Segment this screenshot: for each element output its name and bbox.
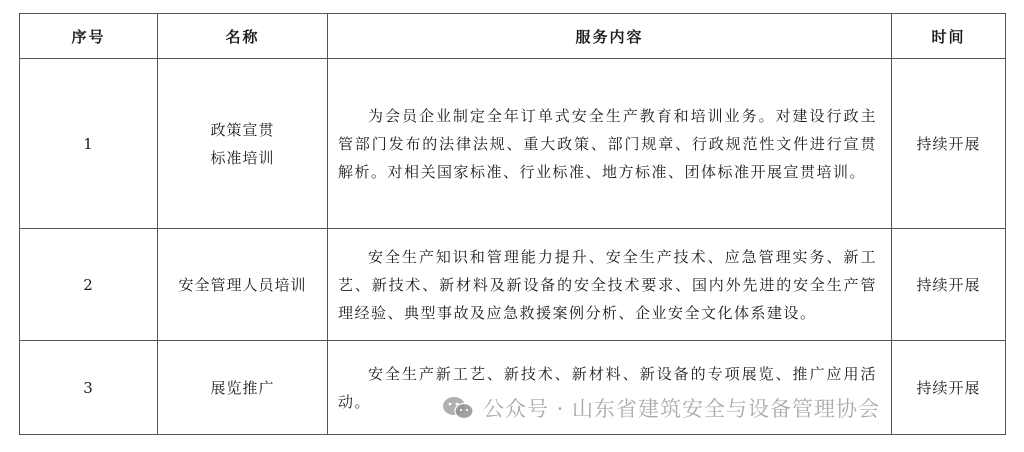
row-content-text: 安全生产新工艺、新技术、新材料、新设备的专项展览、推广应用活动。 <box>338 364 877 411</box>
row-name-line: 标准培训 <box>210 148 275 167</box>
row-content <box>328 59 892 229</box>
header-content: 服务内容 <box>328 14 892 59</box>
header-no: 序号 <box>20 14 158 59</box>
row-number: 1 <box>20 59 158 229</box>
row-time: 持续开展 <box>892 229 1006 341</box>
service-table <box>19 13 1006 435</box>
table-row <box>20 229 1006 341</box>
table-header-row <box>20 14 1006 59</box>
row-name-line: 安全管理人员培训 <box>178 275 307 294</box>
watermark <box>441 393 880 423</box>
row-name <box>158 59 328 229</box>
row-name <box>158 341 328 435</box>
row-name <box>158 229 328 341</box>
table-row <box>20 59 1006 229</box>
row-content <box>328 229 892 341</box>
row-number: 2 <box>20 229 158 341</box>
row-name-line: 展览推广 <box>210 378 275 397</box>
row-content-text: 为会员企业制定全年订单式安全生产教育和培训业务。对建设行政主管部门发布的法律法规、重大政策、部门规章、行政规范性文件进行宣贯解析。对相关国家标准、行业标准、地方标准、团体标准开展宣贯培训。 <box>338 106 877 181</box>
row-number: 3 <box>20 341 158 435</box>
row-name-line: 政策宣贯 <box>210 120 275 139</box>
row-time: 持续开展 <box>892 59 1006 229</box>
wechat-icon <box>441 395 475 421</box>
watermark-text: 公众号 · 山东省建筑安全与设备管理协会 <box>483 397 881 421</box>
row-time: 持续开展 <box>892 341 1006 435</box>
header-name: 名称 <box>158 14 328 59</box>
header-time: 时间 <box>892 14 1006 59</box>
row-content-text: 安全生产知识和管理能力提升、安全生产技术、应急管理实务、新工艺、新技术、新材料及新设备的安全技术要求、国内外先进的安全生产管理经验、典型事故及应急救援案例分析、企业安全文化体系建设。 <box>338 247 877 322</box>
